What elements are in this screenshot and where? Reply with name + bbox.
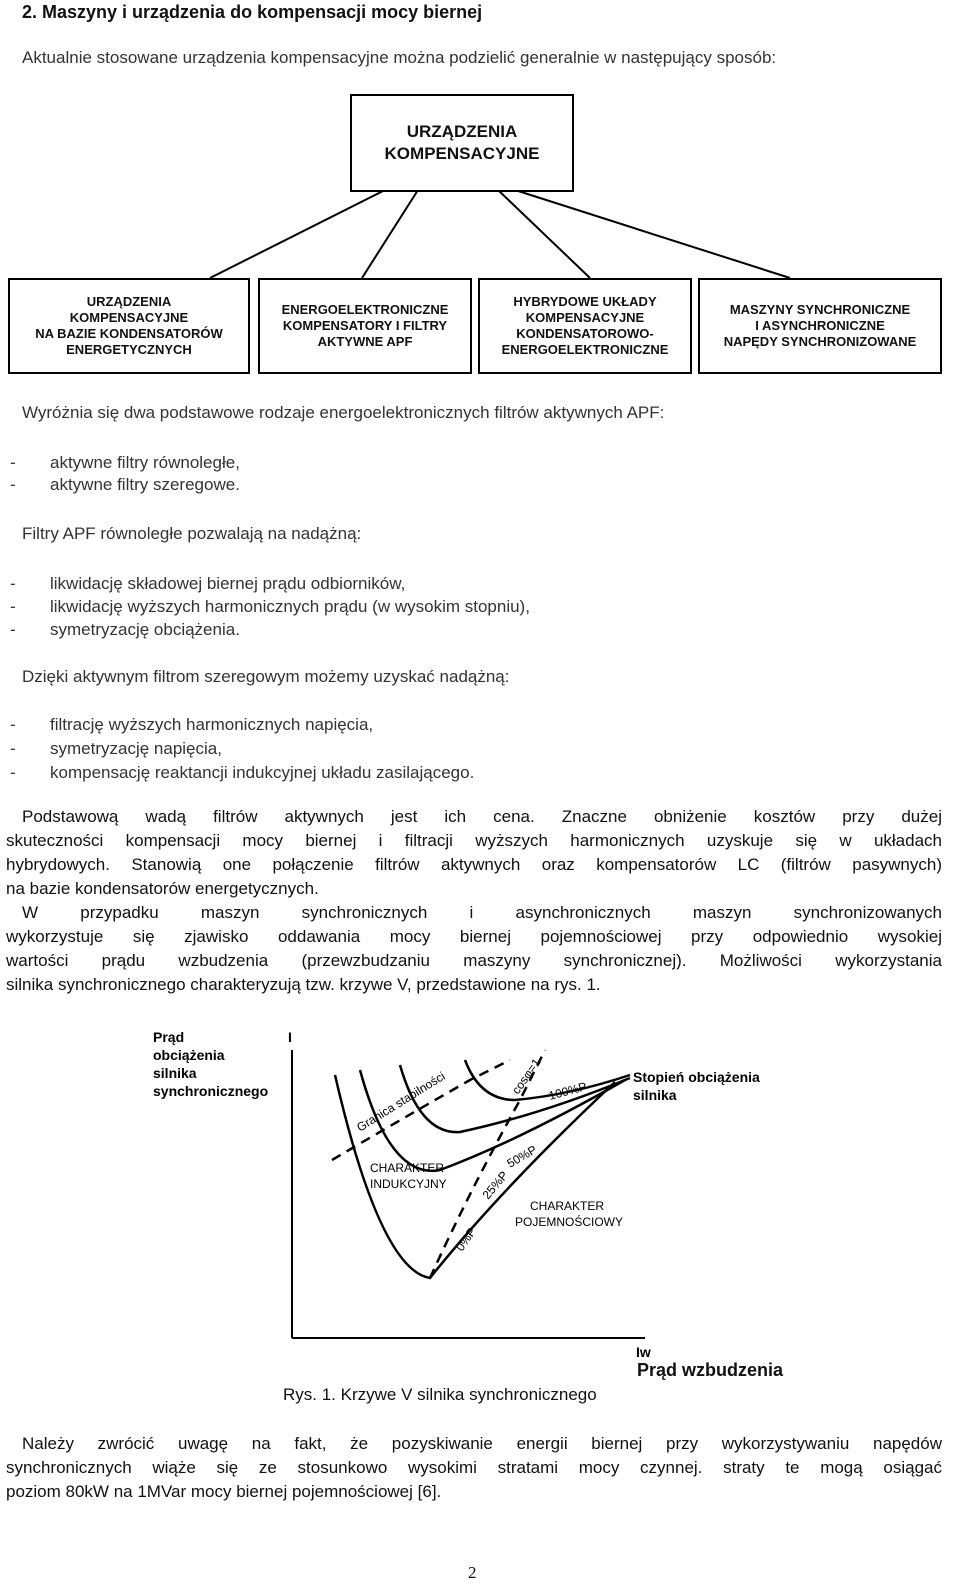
inductive-label-line: CHARAKTER [370, 1161, 445, 1175]
capacitive-label-line: CHARAKTER [530, 1199, 605, 1213]
text-line: Należy zwrócić uwagę na fakt, że pozyskiwanie energii biernej przy wykorzystywaniu napędów [22, 1434, 942, 1453]
x-axis-label: Prąd wzbudzenia [637, 1360, 784, 1380]
list-item: filtrację wyższych harmonicznych napięcia, [50, 715, 374, 734]
figure-caption: Rys. 1. Krzywe V silnika synchronicznego [283, 1385, 597, 1404]
series-intro: Dzięki aktywnym filtrom szeregowym możemy uzyskać nadążną: [22, 667, 510, 686]
capacitive-label-line: POJEMNOŚCIOWY [515, 1215, 624, 1229]
box-line: ENERGOELEKTRONICZNE [281, 302, 449, 317]
diagram-box-power-electronics [258, 278, 472, 374]
y-axis-label-line: synchronicznego [153, 1083, 269, 1099]
right-label-line: Stopień obciążenia [633, 1069, 760, 1085]
text-line: hybrydowych. Stanowią one połączenie filtrów aktywnych oraz kompensatorów LC (filtrów pasywnych) [6, 855, 942, 874]
text-line: poziom 80kW na 1MVar mocy biernej pojemnościowej [6]. [6, 1482, 442, 1501]
list-item: kompensację reaktancji indukcyjnej układu zasilającego. [50, 763, 475, 782]
box-line: KOMPENSATORY I FILTRY [282, 318, 448, 333]
diagram-root-box [350, 94, 574, 192]
y-axis-label-line: Prąd [153, 1029, 185, 1045]
box-line: HYBRYDOWE UKŁADY [513, 294, 657, 309]
text-line: Podstawową wadą filtrów aktywnych jest ich cena. Znaczne obniżenie kosztów przy dużej [22, 807, 942, 826]
y-axis-label-line: silnika [153, 1065, 197, 1081]
list-dash: - [10, 620, 16, 639]
text-line: skuteczności kompensacji mocy biernej i filtracji wyższych harmonicznych uzyskuje się w układach [6, 831, 942, 850]
diagram-box-capacitors [8, 278, 250, 374]
diagram-box-machines [698, 278, 942, 374]
list-item: likwidację wyższych harmonicznych prądu (w wysokim stopniu), [50, 597, 530, 616]
root-line: URZĄDZENIA [406, 122, 518, 141]
section-heading: 2. Maszyny i urządzenia do kompensacji mocy biernej [22, 2, 483, 22]
right-label-line: silnika [633, 1087, 677, 1103]
root-line: KOMPENSACYJNE [384, 144, 540, 163]
text-line: na bazie kondensatorów energetycznych. [6, 879, 319, 898]
list-dash: - [10, 715, 16, 734]
y-axis-label-line: obciążenia [153, 1047, 225, 1063]
box-line: KOMPENSACYJNE [69, 310, 189, 325]
list-dash: - [10, 597, 16, 616]
list-dash: - [10, 453, 16, 472]
x-symbol: Iw [636, 1344, 651, 1360]
load-label: 100%P [547, 1079, 589, 1103]
text-line: synchronicznych wiąże się ze stosunkowo wysokimi stratami mocy czynnej. straty te mogą osiągać [6, 1458, 942, 1477]
page-number: 2 [468, 1563, 477, 1582]
intro-text: Aktualnie stosowane urządzenia kompensacyjne można podzielić generalnie w następujący sposób: [22, 48, 777, 67]
list-item: symetryzację obciążenia. [50, 620, 240, 639]
load-label: 0%P [452, 1224, 480, 1254]
load-label: 25%P [479, 1168, 511, 1202]
text-line: wykorzystuje się zjawisko oddawania mocy biernej pojemnościowej przy odpowiednio wysokiej [6, 927, 942, 946]
text-line: silnika synchronicznego charakteryzują tzw. krzywe V, przedstawione na rys. 1. [6, 975, 601, 994]
box-line: KOMPENSACYJNE [525, 310, 645, 325]
box-line: NAPĘDY SYNCHRONIZOWANE [723, 334, 917, 349]
box-line: URZĄDZENIA [86, 294, 172, 309]
inductive-label-line: INDUKCYJNY [370, 1177, 447, 1191]
y-symbol: I [288, 1029, 292, 1045]
diagram-box-hybrid [478, 278, 692, 374]
box-line: KONDENSATOROWO- [516, 326, 654, 341]
cos-label: cosφ=1 [508, 1055, 544, 1097]
box-line: AKTYWNE APF [317, 334, 413, 349]
list-dash: - [10, 739, 16, 758]
box-line: NA BAZIE KONDENSATORÓW [35, 326, 223, 341]
text-line: W przypadku maszyn synchronicznych i asynchronicznych maszyn synchronizowanych [22, 903, 942, 922]
list-item: aktywne filtry szeregowe. [50, 475, 240, 494]
box-line: ENERGETYCZNYCH [66, 342, 192, 357]
box-line: ENERGOELEKTRONICZNE [501, 342, 669, 357]
text-line: wartości prądu wzbudzenia (przewzbudzaniu maszyny synchronicznej). Możliwości wykorzystania [6, 951, 942, 970]
list-item: likwidację składowej biernej prądu odbiorników, [50, 574, 406, 593]
stability-label: Granica stabilności [354, 1068, 448, 1135]
list-dash: - [10, 475, 16, 494]
list-item: symetryzację napięcia, [50, 739, 222, 758]
list-dash: - [10, 763, 16, 782]
list-item: aktywne filtry równoległe, [50, 453, 240, 472]
list-dash: - [10, 574, 16, 593]
box-line: I ASYNCHRONICZNE [755, 318, 885, 333]
box-line: MASZYNY SYNCHRONICZNE [729, 302, 911, 317]
apf-intro: Wyróżnia się dwa podstawowe rodzaje energoelektronicznych filtrów aktywnych APF: [22, 403, 665, 422]
load-label: 50%P [504, 1142, 540, 1171]
v-curves-figure [0, 1020, 960, 1400]
parallel-intro: Filtry APF równoległe pozwalają na nadążną: [22, 524, 362, 543]
